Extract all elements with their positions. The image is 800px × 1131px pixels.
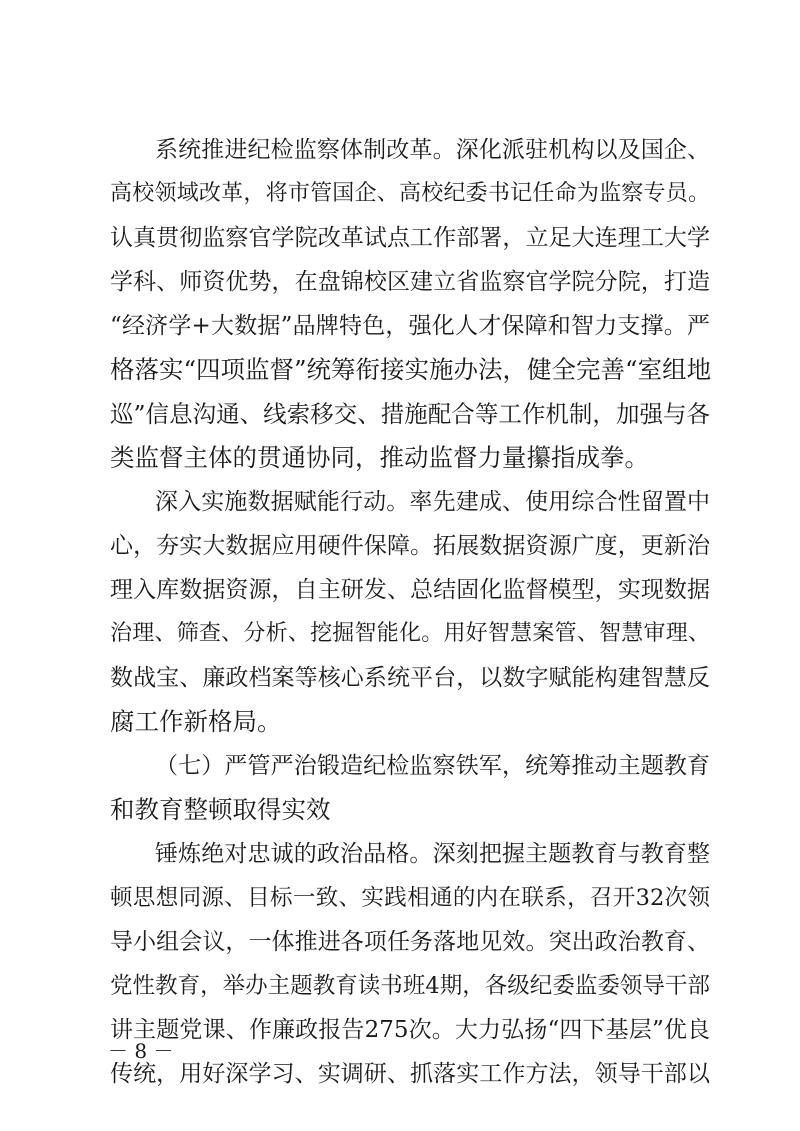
paragraph-line: 锤炼绝对忠诚的政治品格。深刻把握主题教育与教育整: [155, 841, 710, 867]
paragraph-line: 治理、筛查、分析、挖掘智能化。用好智慧案管、智慧审理、: [110, 621, 710, 646]
section-heading-line: （七）严管严治锻造纪检监察铁军，统筹推动主题教育: [155, 753, 710, 779]
section-heading-line: 和教育整顿取得实效: [110, 795, 331, 824]
paragraph-line: 认真贯彻监察官学院改革试点工作部署，立足大连理工大学: [110, 225, 710, 251]
paragraph-line: 高校领域改革，将市管国企、高校纪委书记任命为监察专员。: [110, 181, 710, 206]
paragraph-line: 理入库数据资源，自主研发、总结固化监督模型，实现数据: [110, 577, 710, 603]
paragraph-line: 腐工作新格局。: [110, 707, 282, 736]
paragraph-line: “经济学+大数据”品牌特色，强化人才保障和智力支撑。严: [110, 313, 710, 339]
paragraph-line: 数战宝、廉政档案等核心系统平台，以数字赋能构建智慧反: [110, 665, 710, 691]
paragraph-line: 系统推进纪检监察体制改革。深化派驻机构以及国企、: [155, 137, 710, 163]
paragraph-line: 传统，用好深学习、实调研、抓落实工作方法，领导干部以: [110, 1061, 710, 1087]
paragraph-line: 巡”信息沟通、线索移交、措施配合等工作机制，加强与各: [110, 400, 710, 428]
paragraph-line: 导小组会议，一体推进各项任务落地见效。突出政治教育、: [110, 929, 710, 955]
paragraph-line: 类监督主体的贯通协同，推动监督力量攥指成拳。: [110, 443, 649, 472]
paragraph-line: 深入实施数据赋能行动。率先建成、使用综合性留置中: [155, 489, 710, 515]
paragraph-line: 学科、师资优势，在盘锦校区建立省监察官学院分院，打造: [110, 269, 710, 295]
paragraph-line: 顿思想同源、目标一致、实践相通的内在联系，召开32次领: [110, 885, 710, 911]
page-number: － 8 －: [108, 1039, 174, 1063]
paragraph-line: 讲主题党课、作廉政报告275次。大力弘扬“四下基层”优良: [110, 1017, 710, 1043]
paragraph-line: 心，夯实大数据应用硬件保障。拓展数据资源广度，更新治: [110, 533, 710, 559]
paragraph-line: 党性教育，举办主题教育读书班4期，各级纪委监委领导干部: [110, 973, 710, 999]
paragraph-line: 格落实“四项监督”统筹衔接实施办法，健全完善“室组地: [110, 355, 712, 384]
